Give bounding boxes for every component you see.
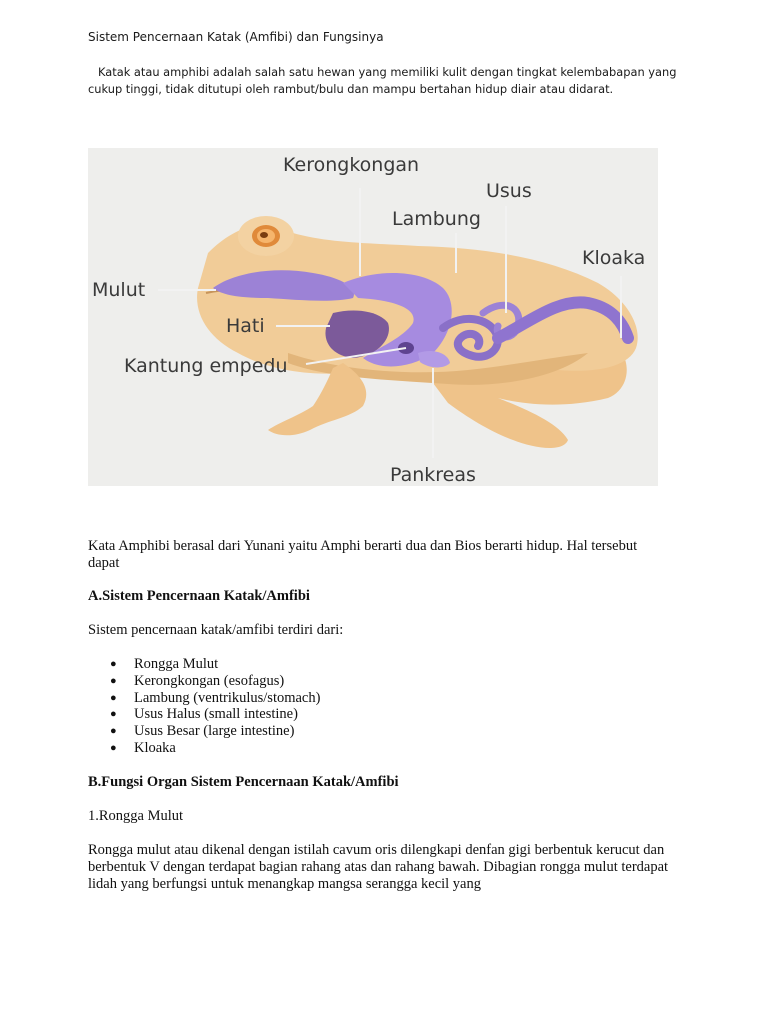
document-title: Sistem Pencernaan Katak (Amfibi) dan Fungsinya: [88, 30, 384, 44]
label-hati: Hati: [226, 315, 265, 337]
heading-section-b: B.Fungsi Organ Sistem Pencernaan Katak/Amfibi: [88, 774, 399, 790]
intro-paragraph: Katak atau amphibi adalah salah satu hewan yang memiliki kulit dengan tingkat kelembabapan yang cukup tinggi, tidak ditutupi oleh rambut/bulu dan mampu bertahan hidup diair atau didarat.: [88, 65, 677, 96]
list-item: [110, 740, 320, 757]
label-pankreas: Pankreas: [390, 464, 476, 486]
list-item: [110, 723, 320, 740]
list-item: [110, 706, 320, 723]
list-item: [110, 656, 320, 673]
list-intro: Sistem pencernaan katak/amfibi terdiri dari:: [88, 622, 344, 638]
list-item-label: Kerongkongan (esofagus): [134, 672, 285, 689]
bullet-icon: ●: [110, 674, 117, 687]
bullet-icon: ●: [110, 708, 117, 721]
frog-digestive-diagram: [88, 148, 658, 486]
label-mulut: Mulut: [92, 279, 146, 301]
frog-illustration: [88, 148, 658, 486]
label-usus: Usus: [486, 180, 532, 202]
subheading-rongga-mulut: 1.Rongga Mulut: [88, 808, 184, 824]
bullet-icon: ●: [110, 658, 117, 670]
list-item-label: Rongga Mulut: [134, 656, 219, 672]
paragraph-rongga-mulut: Rongga mulut atau dikenal dengan istilah cavum oris dilengkapi denfan gigi berbentuk kerucut dan berbentuk V dengan terdapat bagian rahang atas dan rahang bawah. Dibagian rongga mulut terdapat lidah yang berfungsi untuk menangkap mangsa serangga kecil yang: [88, 842, 669, 892]
paragraph-etymology: Kata Amphibi berasal dari Yunani yaitu Amphi berarti dua dan Bios berarti hidup. Hal tersebut dapat: [88, 538, 638, 571]
list-item: [110, 673, 320, 690]
bullet-icon: ●: [110, 725, 117, 738]
label-kloaka: Kloaka: [582, 247, 646, 269]
bullet-icon: ●: [110, 741, 117, 754]
label-kantung-empedu: Kantung empedu: [124, 355, 288, 377]
label-lambung: Lambung: [392, 208, 481, 230]
list-item-label: Kloaka: [134, 739, 176, 756]
list-item-label: Lambung (ventrikulus/stomach): [134, 689, 321, 706]
list-item-label: Usus Halus (small intestine): [134, 706, 298, 723]
heading-section-a: A.Sistem Pencernaan Katak/Amfibi: [88, 588, 310, 604]
bullet-icon: ●: [110, 691, 117, 704]
organ-list: [110, 656, 320, 757]
label-kerongkongan: Kerongkongan: [283, 154, 420, 176]
list-item: [110, 690, 320, 707]
list-item-label: Usus Besar (large intestine): [134, 723, 295, 740]
